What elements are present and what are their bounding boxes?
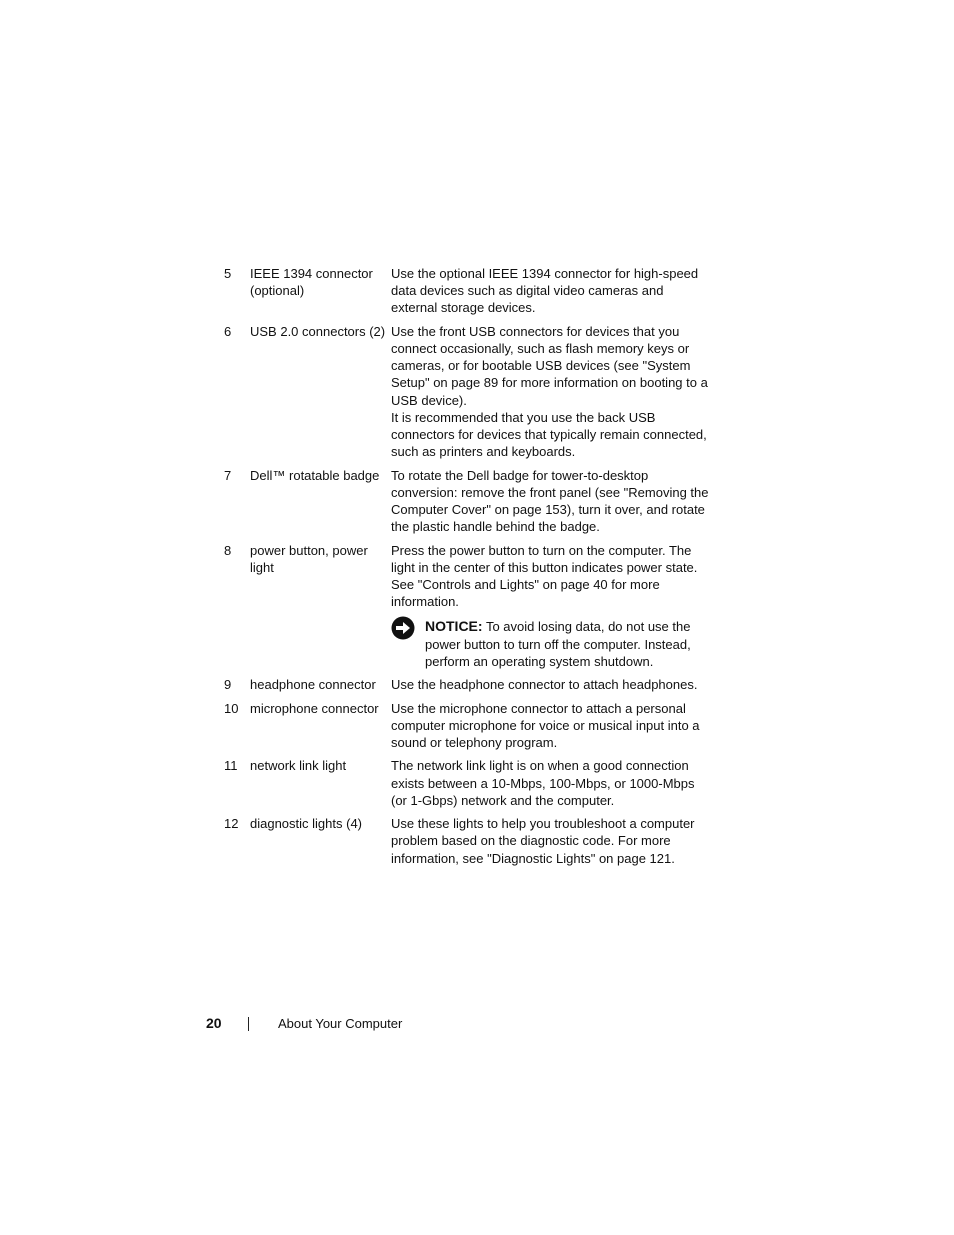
- description-paragraph: Use the optional IEEE 1394 connector for high-speed data devices such as digital video cameras and external storage devices.: [391, 266, 699, 316]
- table-row: [224, 542, 714, 670]
- item-name: Dell™ rotatable badge: [250, 467, 380, 483]
- page-footer: [206, 1015, 506, 1035]
- table-row: [224, 676, 714, 693]
- notice-body: To avoid losing data, do not use the power button to turn off the computer. Instead, perform an operating system shutdown.: [425, 619, 691, 669]
- item-description: [391, 467, 713, 536]
- notice-label: NOTICE:: [425, 618, 483, 635]
- section-name: About Your Computer: [278, 1016, 403, 1031]
- item-name: network link light: [250, 758, 347, 774]
- item-number: 10: [224, 700, 239, 716]
- description-paragraph: Use the front USB connectors for devices that you connect occasionally, such as flash memory keys or cameras, or for bootable USB devices (see "System Setup" on page 89 for more information on booting to a USB device).: [391, 323, 708, 408]
- item-description: [391, 815, 713, 867]
- item-description: [391, 676, 713, 693]
- item-name: headphone connector: [250, 677, 376, 693]
- description-paragraph: Use the headphone connector to attach headphones.: [391, 677, 698, 693]
- notice-box: [391, 618, 713, 670]
- item-description: [391, 323, 713, 461]
- page-number: 20: [206, 1015, 222, 1031]
- item-description: [391, 542, 713, 670]
- item-name: IEEE 1394 connector (optional): [250, 266, 373, 299]
- notice-text: [425, 618, 713, 670]
- item-description: [391, 700, 713, 752]
- item-name: USB 2.0 connectors (2): [250, 323, 386, 339]
- item-number: 5: [224, 266, 232, 281]
- description-paragraph: Press the power button to turn on the computer. The light in the center of this button indicates power state. See "Controls and Lights" on page 40 for more information.: [391, 542, 698, 610]
- description-paragraph: Use the microphone connector to attach a personal computer microphone for voice or musical input into a sound or telephony program.: [391, 700, 700, 751]
- notice-arrow-icon: [391, 616, 415, 640]
- item-description: [391, 265, 713, 317]
- table-row: [224, 757, 714, 809]
- item-name: diagnostic lights (4): [250, 816, 362, 832]
- footer-divider: [248, 1017, 249, 1031]
- description-paragraph: It is recommended that you use the back USB connectors for devices that typically remain connected, such as printers and keyboards.: [391, 409, 707, 460]
- item-name: microphone connector: [250, 700, 379, 716]
- table-row: [224, 467, 714, 536]
- item-description: [391, 757, 713, 809]
- table-row: [224, 265, 714, 317]
- item-number: 8: [224, 542, 232, 558]
- description-paragraph: The network link light is on when a good connection exists between a 10-Mbps, 100-Mbps, or 1000-Mbps (or 1-Gbps) network and the computer.: [391, 758, 695, 808]
- table-row: [224, 700, 714, 752]
- item-name: power button, power light: [250, 542, 368, 575]
- table-row: [224, 323, 714, 461]
- item-number: 9: [224, 677, 232, 693]
- table-row: [224, 815, 714, 867]
- item-number: 12: [224, 816, 239, 832]
- component-table: [224, 265, 714, 873]
- description-paragraph: To rotate the Dell badge for tower-to-desktop conversion: remove the front panel (see "Removing the Computer Cover" on page 153), turn it over, and rotate the plastic handle behind the badge.: [391, 467, 709, 535]
- description-paragraph: Use these lights to help you troubleshoot a computer problem based on the diagnostic code. For more information, see "Diagnostic Lights" on page 121.: [391, 816, 695, 866]
- item-number: 7: [224, 467, 232, 483]
- item-number: 6: [224, 323, 232, 339]
- item-number: 11: [224, 758, 238, 774]
